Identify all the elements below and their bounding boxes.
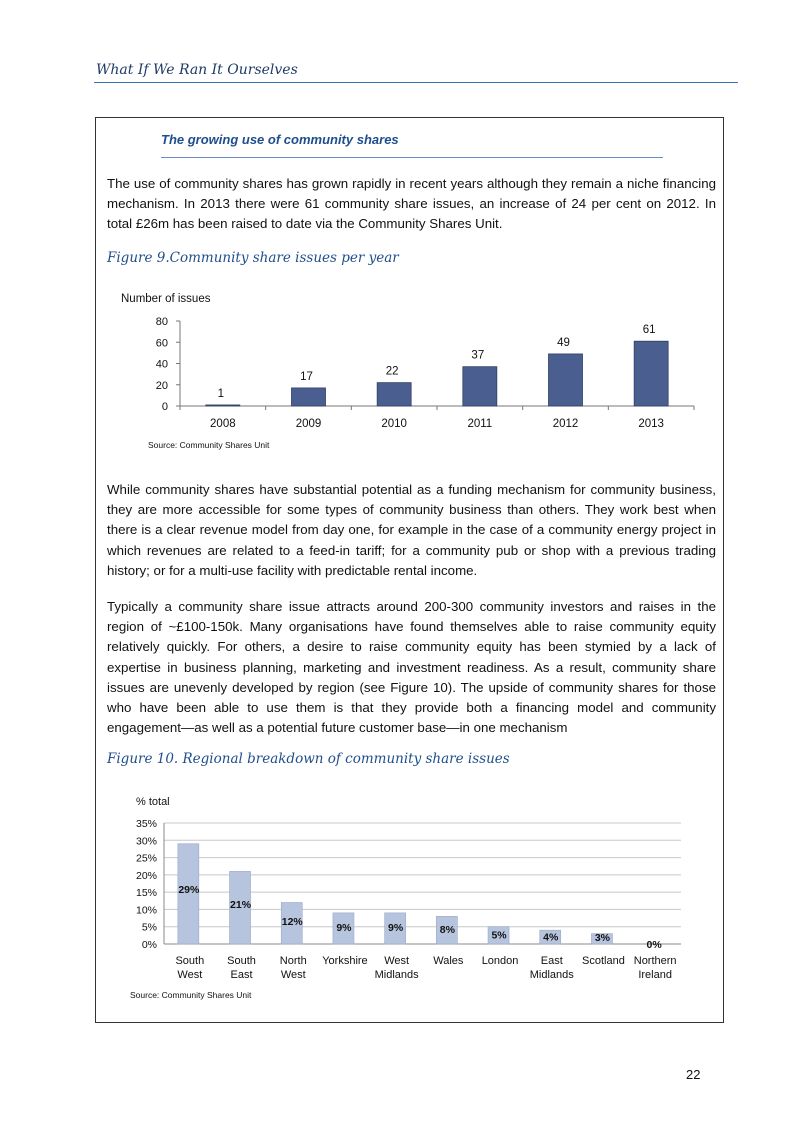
x-tick-label: East [230,969,253,981]
data-label: 9% [336,921,352,934]
x-tick-label: 2010 [381,418,407,430]
y-tick-label: 0% [141,939,157,951]
chart-source: Source: Community Shares Unit [148,440,270,450]
x-tick-label: London [481,955,519,967]
y-tick-label: 20% [135,869,157,882]
y-tick-label: 15% [135,887,157,900]
paragraph-accessibility: While community shares have substantial potential as a funding mechanism for community business, they are more accessible for some types of community business than others. They work best when there is a clear revenue model from day one, for example in the case of a community energy project in which revenues are related to a feed-in tariff; for a community pub or shop with a previous trading history; or for a multi-use facility with predictable rental income. [107,482,716,578]
y-tick-label: 0 [161,401,168,413]
y-tick-label: 5% [141,921,157,934]
page-number: 22 [686,1067,701,1082]
y-axis-label: % total [136,796,170,808]
x-tick-label: West [280,969,306,981]
y-tick-label: 20 [155,379,168,392]
box-title: The growing use of community shares [161,132,399,147]
y-axis-label: Number of issues [121,293,211,305]
paragraph-regional: Typically a community share issue attracts around 200-300 community investors and raises in the region of ~£100-150k. Many organisations have found themselves able to raise community equity relatively quickly. For others, a desire to raise community equity has been stymied by a lack of expertise in business planning, marketing and investment readiness. As a result, community share issues are unevenly developed by region (see Figure 10). The upside of community shares for those who have been able to use them is that they provide both a financing model and community engagement—as well as a potential future customer base—in one mechanism [107,599,716,736]
data-label: 3% [594,932,611,944]
y-tick-label: 35% [135,818,157,830]
chart-source: Source: Community Shares Unit [130,990,252,1000]
figure-9-svg [0,285,800,455]
y-tick-label: 30% [135,835,157,848]
x-tick-label: West [384,955,410,967]
x-tick-label: West [177,969,203,981]
bar [634,341,668,406]
y-tick-label: 40 [155,358,168,371]
bar [292,388,326,406]
bar [463,367,497,406]
x-tick-label: East [540,955,563,967]
data-label: 1 [217,387,225,400]
data-label: 29% [178,883,200,896]
data-label: 17 [300,370,313,383]
x-tick-label: North [279,955,307,967]
x-tick-label: 2009 [295,418,322,430]
data-label: 5% [491,929,507,942]
x-tick-label: Midlands [374,969,419,981]
x-tick-label: Midlands [529,969,574,981]
x-tick-label: 2013 [638,418,664,430]
data-label: 8% [439,923,455,936]
data-label: 0% [646,939,662,951]
x-tick-label: South [175,955,205,967]
bar [206,405,240,406]
data-label: 37 [471,349,485,362]
figure-9-chart [0,285,800,455]
data-label: 22 [385,365,399,378]
x-tick-label: 2011 [467,418,493,430]
bar [549,354,583,406]
figure-10-svg [0,785,800,1010]
bar [377,383,411,406]
x-tick-label: 2008 [210,418,236,430]
box-title-divider [161,157,663,158]
figure-10-caption: Figure 10. Regional breakdown of community share issues [107,751,510,767]
data-label: 4% [543,931,559,944]
x-tick-label: Northern [633,955,677,967]
y-tick-label: 10% [135,904,157,917]
data-label: 49 [557,336,570,349]
x-tick-label: Wales [433,955,464,967]
x-tick-label: South [227,955,256,967]
x-tick-label: Yorkshire [322,955,368,967]
x-tick-label: Ireland [638,969,672,981]
y-tick-label: 80 [155,316,168,328]
x-tick-label: Scotland [582,955,625,967]
y-tick-label: 60 [155,337,168,350]
figure-10-chart [0,785,800,1010]
figure-9-caption: Figure 9.Community share issues per year [107,250,399,266]
data-label: 61 [642,324,656,337]
paragraph-intro: The use of community shares has grown rapidly in recent years although they remain a niche financing mechanism. In 2013 there were 61 community share issues, an increase of 24 per cent on 2012. In total £26m has been raised to date via the Community Shares Unit. [107,176,716,232]
running-header-title: What If We Ran It Ourselves [96,62,298,78]
x-tick-label: 2012 [552,418,579,430]
data-label: 9% [388,921,404,934]
data-label: 21% [230,899,252,912]
header-divider [94,82,738,83]
y-tick-label: 25% [135,852,157,865]
data-label: 12% [281,916,303,929]
